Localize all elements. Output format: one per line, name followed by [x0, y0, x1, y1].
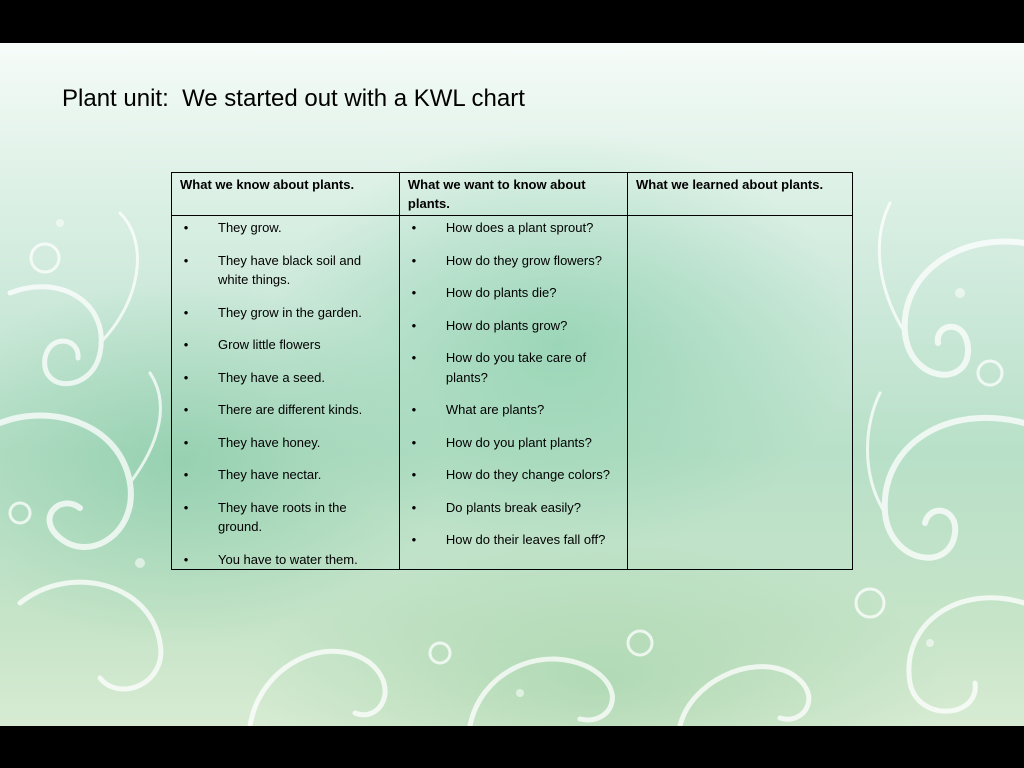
- list-item: [180, 218, 393, 238]
- header-know: What we know about plants.: [172, 173, 400, 216]
- kwl-chart-table: [171, 172, 853, 570]
- header-want: What we want to know about plants.: [399, 173, 627, 216]
- list-item: [408, 433, 621, 453]
- bullet-icon: •: [183, 337, 189, 352]
- bullet-icon: •: [411, 532, 417, 547]
- list-item-text: They have a seed.: [218, 369, 325, 385]
- know-cell: [172, 216, 400, 570]
- list-item-text: What are plants?: [445, 402, 545, 417]
- list-item: [408, 400, 621, 420]
- list-item-text: You have to water them.: [218, 551, 358, 567]
- bullet-icon: •: [411, 434, 417, 450]
- bullet-icon: •: [411, 350, 417, 365]
- bullet-icon: •: [411, 220, 417, 235]
- list-item-text: How do their leaves fall off?: [445, 532, 606, 547]
- want-cell: [399, 216, 627, 570]
- list-item-text: They have nectar.: [218, 467, 322, 482]
- list-item-text: Grow little flowers: [218, 337, 321, 352]
- list-item: [408, 218, 621, 238]
- bullet-icon: •: [183, 434, 189, 450]
- list-item-text: They grow in the garden.: [218, 304, 362, 320]
- want-list: [408, 218, 621, 550]
- list-item-text: How do you take care of plants?: [445, 350, 587, 385]
- list-item-text: There are different kinds.: [218, 402, 363, 417]
- list-item: [408, 348, 621, 387]
- learned-cell: [627, 216, 852, 570]
- bullet-icon: •: [183, 551, 189, 567]
- bullet-icon: •: [411, 252, 417, 268]
- slide: [0, 43, 1024, 726]
- bullet-icon: •: [183, 499, 189, 515]
- bullet-icon: •: [183, 369, 189, 385]
- list-item: [180, 433, 393, 453]
- bullet-icon: •: [411, 467, 417, 482]
- bullet-icon: •: [183, 467, 189, 482]
- list-item: [180, 465, 393, 485]
- list-item-text: They have honey.: [218, 434, 321, 450]
- list-item: [180, 335, 393, 355]
- bullet-icon: •: [183, 252, 189, 268]
- list-item: [180, 368, 393, 388]
- list-item-text: How does a plant sprout?: [445, 220, 594, 235]
- list-item-text: How do you plant plants?: [445, 434, 592, 450]
- bullet-icon: •: [183, 220, 189, 235]
- list-item: [180, 251, 393, 290]
- list-item-text: They have roots in the ground.: [218, 499, 347, 534]
- list-item-text: How do plants die?: [445, 285, 557, 300]
- list-item: [180, 303, 393, 323]
- know-list: [180, 218, 393, 569]
- list-item-text: They grow.: [218, 220, 282, 235]
- bullet-icon: •: [411, 499, 417, 515]
- bullet-icon: •: [183, 402, 189, 417]
- list-item: [408, 498, 621, 518]
- header-learned: What we learned about plants.: [627, 173, 852, 216]
- bullet-icon: •: [183, 304, 189, 320]
- list-item: [408, 283, 621, 303]
- list-item-text: How do plants grow?: [445, 317, 568, 333]
- bullet-icon: •: [411, 285, 417, 300]
- list-item-text: How do they grow flowers?: [445, 252, 602, 268]
- list-item: [408, 251, 621, 271]
- list-item: [180, 498, 393, 537]
- list-item: [408, 316, 621, 336]
- list-item: [180, 400, 393, 420]
- list-item: [180, 550, 393, 570]
- page-title: Plant unit: We started out with a KWL chart: [62, 85, 525, 112]
- list-item-text: They have black soil and white things.: [218, 252, 362, 287]
- bullet-icon: •: [411, 317, 417, 333]
- list-item: [408, 530, 621, 550]
- list-item-text: Do plants break easily?: [445, 499, 582, 515]
- bullet-icon: •: [411, 402, 417, 417]
- list-item: [408, 465, 621, 485]
- list-item-text: How do they change colors?: [445, 467, 610, 482]
